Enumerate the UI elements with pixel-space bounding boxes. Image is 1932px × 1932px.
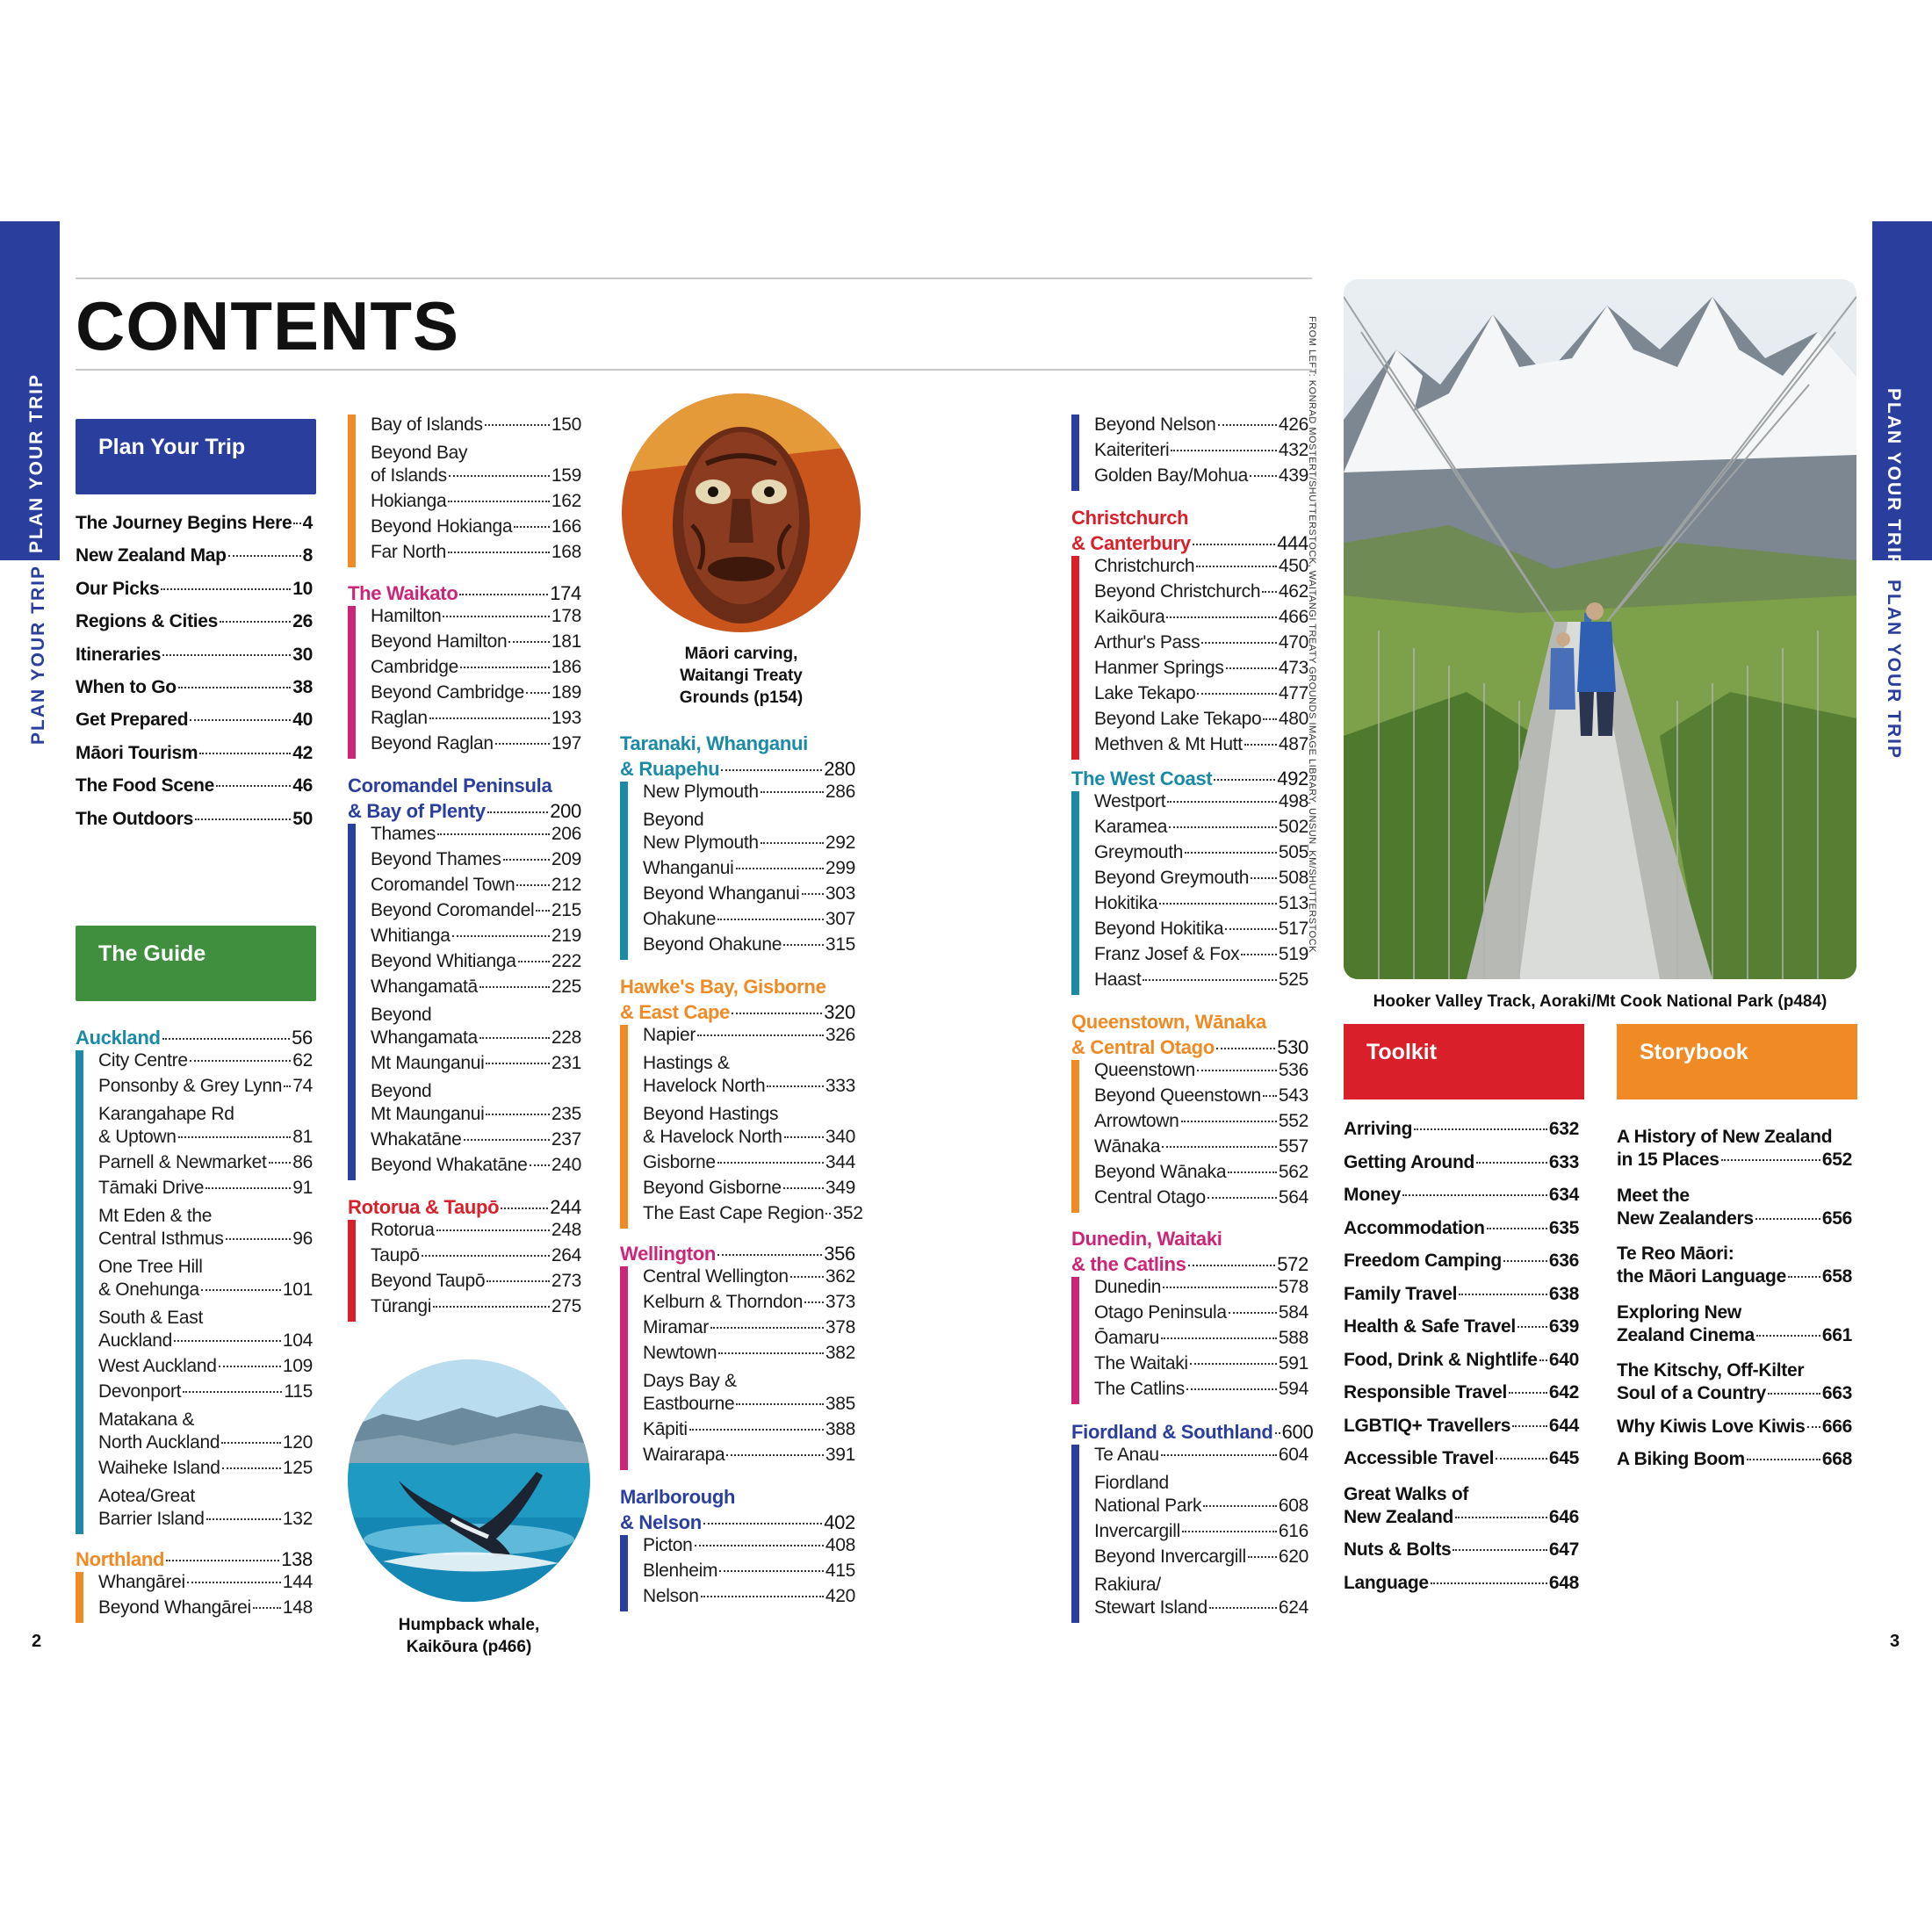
caption-line: Kaikōura (p466) <box>406 1638 532 1656</box>
toc-entry[interactable]: Wānaka 557 <box>1094 1136 1308 1157</box>
toc-entry[interactable]: Whangārei 144 <box>98 1572 313 1592</box>
region-color-bar <box>1071 1445 1079 1623</box>
region-heading-line: Marlborough <box>620 1486 736 1508</box>
region-heading[interactable]: Northland 138 <box>76 1548 313 1570</box>
toc-entry[interactable]: Beyond Thames 209 <box>371 849 581 869</box>
top-rule <box>76 278 1312 279</box>
toc-entry[interactable]: Beyond Nelson 426 <box>1094 415 1308 435</box>
toc-entry[interactable]: Karamea 502 <box>1094 817 1308 837</box>
region-marlborough <box>620 1484 855 1611</box>
toc-entry[interactable]: Beyond Whanganui 303 <box>643 883 855 904</box>
toc-entry[interactable]: Our Picks 10 <box>76 578 313 599</box>
toc-entry[interactable]: Picton 408 <box>643 1535 855 1555</box>
toc-entry[interactable]: Food, Drink & Nightlife 640 <box>1344 1349 1579 1370</box>
toc-entry[interactable]: Arthur's Pass 470 <box>1094 632 1308 652</box>
toc-entry-line: Beyond <box>371 1081 432 1101</box>
toc-entry[interactable]: Havelock North 333 <box>643 1076 855 1096</box>
region-heading[interactable]: & Bay of Plenty 200 <box>348 800 581 822</box>
region-color-bar <box>1071 415 1079 491</box>
toc-entry[interactable]: Kelburn & Thorndon 373 <box>643 1292 855 1312</box>
toc-entry-line: Beyond Hastings <box>643 1104 779 1124</box>
toc-entry[interactable]: Beyond Hokitika 517 <box>1094 919 1308 939</box>
toc-entry-line: Aotea/Great <box>98 1486 195 1506</box>
toc-entry[interactable]: Parnell & Newmarket 86 <box>98 1152 313 1172</box>
toc-entry[interactable]: Eastbourne 385 <box>643 1394 855 1414</box>
region-heading-line: Taranaki, Whanganui <box>620 732 808 754</box>
toc-entry[interactable]: Christchurch 450 <box>1094 556 1308 576</box>
toc-entry[interactable]: West Auckland 109 <box>98 1356 313 1376</box>
toc-entry[interactable]: Whanganui 299 <box>643 858 855 878</box>
toc-entry[interactable]: Get Prepared 40 <box>76 710 313 731</box>
toc-entry-line: Te Reo Māori: <box>1617 1244 1734 1264</box>
region-northland-continued <box>348 415 581 567</box>
toc-entry[interactable]: Blenheim 415 <box>643 1561 855 1581</box>
toc-entry[interactable]: Beyond Invercargill 620 <box>1094 1546 1308 1567</box>
plan-your-trip-heading: Plan Your Trip <box>76 419 316 494</box>
region-heading[interactable]: & East Cape 320 <box>620 1001 855 1023</box>
toc-entry-line: Fiordland <box>1094 1473 1169 1493</box>
toc-entry[interactable]: Whangamatā 225 <box>371 977 581 997</box>
region-heading[interactable]: & Canterbury 444 <box>1071 532 1308 554</box>
region-color-bar <box>620 782 628 960</box>
region-heading-line: Coromandel Peninsula <box>348 775 552 797</box>
toc-entry[interactable]: Getting Around 633 <box>1344 1151 1579 1172</box>
toc-entry[interactable]: Tāmaki Drive 91 <box>98 1178 313 1198</box>
toc-entry[interactable]: Beyond Lake Tekapo 480 <box>1094 709 1308 729</box>
toc-entry[interactable]: The Outdoors 50 <box>76 808 313 829</box>
toc-entry[interactable]: Nelson 420 <box>643 1586 855 1606</box>
toolkit-heading: Toolkit <box>1344 1024 1584 1099</box>
toc-entry[interactable]: Responsible Travel 642 <box>1344 1382 1579 1402</box>
toc-entry[interactable]: The Catlins 594 <box>1094 1379 1308 1399</box>
page-number-right: 3 <box>1890 1632 1900 1651</box>
title-rule <box>76 369 1312 371</box>
toc-entry[interactable]: The Food Scene 46 <box>76 775 313 797</box>
photo-caption: Hooker Valley Track, Aoraki/Mt Cook National Park (p484) <box>1373 992 1827 1011</box>
region-color-bar <box>348 606 356 759</box>
region-color-bar <box>76 1050 83 1534</box>
toc-entry[interactable]: Devonport 115 <box>98 1381 313 1402</box>
toc-entry[interactable]: Queenstown 536 <box>1094 1060 1308 1080</box>
toc-entry[interactable]: Nuts & Bolts 647 <box>1344 1539 1579 1560</box>
toc-entry-line: Days Bay & <box>643 1371 737 1391</box>
toc-entry[interactable]: National Park 608 <box>1094 1496 1308 1516</box>
page-title: CONTENTS <box>76 287 459 364</box>
maori-carving-photo <box>622 393 861 632</box>
toc-entry[interactable]: Beyond Whakatāne 240 <box>371 1155 581 1175</box>
toc-entry[interactable]: Māori Tourism 42 <box>76 742 313 763</box>
caption-line: Grounds (p154) <box>679 688 804 707</box>
toc-entry[interactable]: New Zealand 646 <box>1344 1506 1579 1527</box>
toc-entry[interactable]: Newtown 382 <box>643 1343 855 1363</box>
toc-entry[interactable]: Far North 168 <box>371 542 581 562</box>
region-color-bar <box>620 1025 628 1229</box>
toc-entry[interactable]: Bay of Islands 150 <box>371 415 581 435</box>
toc-entry[interactable]: Beyond Queenstown 543 <box>1094 1085 1308 1106</box>
toc-entry[interactable]: Freedom Camping 636 <box>1344 1251 1579 1271</box>
toc-entry[interactable]: Napier 326 <box>643 1025 855 1045</box>
toc-entry[interactable]: Beyond Christchurch 462 <box>1094 581 1308 602</box>
region-northland <box>76 1546 313 1623</box>
toc-entry[interactable]: Westport 498 <box>1094 791 1308 811</box>
toc-entry-line: Beyond Bay <box>371 443 468 463</box>
toc-entry-line: A History of New Zealand <box>1617 1127 1833 1147</box>
toc-entry-line: South & East <box>98 1308 203 1328</box>
toc-entry[interactable]: Cambridge 186 <box>371 657 581 677</box>
toc-entry[interactable]: City Centre 62 <box>98 1050 313 1071</box>
storybook-heading: Storybook <box>1617 1024 1857 1099</box>
toc-entry[interactable]: Kaiteriteri 432 <box>1094 440 1308 460</box>
toc-entry[interactable]: Tūrangi 275 <box>371 1296 581 1316</box>
toc-entry[interactable]: Central Otago 564 <box>1094 1187 1308 1208</box>
toc-entry[interactable]: Soul of a Country 663 <box>1617 1383 1852 1403</box>
toc-entry[interactable]: Methven & Mt Hutt 487 <box>1094 734 1308 754</box>
region-west-coast <box>1071 766 1308 995</box>
region-auckland <box>76 1025 313 1534</box>
toc-entry[interactable]: The East Cape Region 352 <box>643 1203 863 1223</box>
toc-entry[interactable]: Thames 206 <box>371 824 581 844</box>
toc-entry[interactable]: Family Travel 638 <box>1344 1283 1579 1304</box>
toc-entry-line: Exploring New <box>1617 1301 1741 1323</box>
toc-entry-line: Beyond <box>643 810 704 830</box>
toc-entry[interactable]: North Auckland 120 <box>98 1432 313 1453</box>
toc-entry[interactable]: Accommodation 635 <box>1344 1217 1579 1238</box>
toc-entry[interactable]: Arriving 632 <box>1344 1119 1579 1139</box>
region-heading[interactable]: & the Catlins 572 <box>1071 1253 1308 1275</box>
toc-entry[interactable]: Hamilton 178 <box>371 606 581 626</box>
region-color-bar <box>348 415 356 567</box>
toc-entry[interactable]: Barrier Island 132 <box>98 1509 313 1529</box>
side-label-right: PLAN YOUR TRIP <box>1884 580 1904 760</box>
toc-entry[interactable]: & Onehunga 101 <box>98 1280 313 1300</box>
toc-entry[interactable]: Hanmer Springs 473 <box>1094 658 1308 678</box>
toc-entry[interactable]: of Islands 159 <box>371 465 581 486</box>
photo-credit: FROM LEFT: KONRAD MOSTERT/SHUTTERSTOCK, WAITANGI TREATY GROUNDS IMAGE LIBRARY, UNSUN_KM/SHUTTERSTOCK <box>1307 316 1317 953</box>
region-heading[interactable]: & Central Otago 530 <box>1071 1036 1308 1058</box>
toc-entry[interactable]: Whangamata 228 <box>371 1027 581 1048</box>
toc-entry[interactable]: Itineraries 30 <box>76 644 313 665</box>
toc-entry[interactable]: & Havelock North 340 <box>643 1127 855 1147</box>
toc-entry[interactable]: Franz Josef & Fox 519 <box>1094 944 1308 964</box>
toc-entry[interactable]: Arrowtown 552 <box>1094 1111 1308 1131</box>
storybook-list <box>1617 1124 1852 1482</box>
region-heading[interactable]: Rotorua & Taupō 244 <box>348 1196 581 1218</box>
region-hawkes-bay <box>620 974 863 1229</box>
toc-entry[interactable]: Beyond Ohakune 315 <box>643 934 855 955</box>
toc-entry[interactable]: in 15 Places 652 <box>1617 1150 1852 1170</box>
toc-entry[interactable]: New Plymouth 286 <box>643 782 855 802</box>
toc-entry[interactable]: Te Anau 604 <box>1094 1445 1308 1465</box>
toc-entry[interactable]: Haast 525 <box>1094 970 1308 990</box>
toc-entry[interactable]: Beyond Hamilton 181 <box>371 631 581 652</box>
toc-entry[interactable]: Accessible Travel 645 <box>1344 1448 1579 1468</box>
caption-line: Waitangi Treaty <box>680 667 803 685</box>
toc-entry[interactable]: Gisborne 344 <box>643 1152 855 1172</box>
region-color-bar <box>348 1220 356 1322</box>
region-color-bar <box>76 1572 83 1623</box>
region-color-bar <box>620 1266 628 1470</box>
toc-entry[interactable]: Beyond Gisborne 349 <box>643 1178 855 1198</box>
toc-entry[interactable]: Ponsonby & Grey Lynn 74 <box>98 1076 313 1096</box>
toc-entry[interactable]: Kāpiti 388 <box>643 1419 855 1439</box>
region-heading[interactable]: Fiordland & Southland 600 <box>1071 1421 1314 1443</box>
region-heading[interactable]: & Ruapehu 280 <box>620 758 855 780</box>
toc-entry-line: Mt Eden & the <box>98 1206 213 1226</box>
region-color-bar <box>620 1535 628 1611</box>
toc-entry[interactable]: Beyond Whitianga 222 <box>371 951 581 971</box>
toc-entry[interactable]: Dunedin 578 <box>1094 1277 1308 1297</box>
region-color-bar <box>1071 791 1079 995</box>
toc-entry[interactable]: Language 648 <box>1344 1572 1579 1593</box>
toolkit-list <box>1344 1119 1579 1605</box>
toc-entry[interactable]: Wairarapa 391 <box>643 1445 855 1465</box>
region-rotorua <box>348 1194 581 1322</box>
region-fiordland <box>1071 1419 1314 1623</box>
region-color-bar <box>348 824 356 1180</box>
page-number-left: 2 <box>32 1632 42 1651</box>
toc-entry[interactable]: Beyond Wānaka 562 <box>1094 1162 1308 1182</box>
toc-entry-line: Great Walks of <box>1344 1483 1469 1504</box>
caption-line: Humpback whale, <box>398 1616 540 1634</box>
toc-entry[interactable]: New Plymouth 292 <box>643 833 855 853</box>
toc-entry[interactable]: & Uptown 81 <box>98 1127 313 1147</box>
toc-entry[interactable]: Central Wellington 362 <box>643 1266 855 1287</box>
toc-entry[interactable]: Ōamaru 588 <box>1094 1328 1308 1348</box>
toc-entry-line: Karangahape Rd <box>98 1104 234 1124</box>
toc-entry[interactable]: Raglan 193 <box>371 708 581 728</box>
toc-entry[interactable]: When to Go 38 <box>76 676 313 697</box>
region-heading[interactable]: The West Coast 492 <box>1071 768 1308 789</box>
region-heading[interactable]: The Waikato 174 <box>348 582 581 604</box>
region-heading-line: Queenstown, Wānaka <box>1071 1011 1266 1033</box>
toc-entry[interactable]: Beyond Taupō 273 <box>371 1271 581 1291</box>
region-heading-line: Hawke's Bay, Gisborne <box>620 976 826 998</box>
toc-entry[interactable]: Money 634 <box>1344 1185 1579 1205</box>
toc-entry[interactable]: Beyond Whangārei 148 <box>98 1597 313 1618</box>
toc-entry[interactable]: Greymouth 505 <box>1094 842 1308 862</box>
the-guide-heading: The Guide <box>76 926 316 1001</box>
toc-entry[interactable]: Waiheke Island 125 <box>98 1458 313 1478</box>
toc-entry[interactable]: Ohakune 307 <box>643 909 855 929</box>
region-heading-line: Christchurch <box>1071 507 1189 529</box>
toc-entry[interactable]: The Journey Begins Here 4 <box>76 513 313 533</box>
toc-entry[interactable]: Coromandel Town 212 <box>371 875 581 895</box>
toc-entry[interactable]: Why Kiwis Love Kiwis 666 <box>1617 1416 1852 1437</box>
toc-entry-line: Beyond <box>371 1005 432 1025</box>
toc-entry[interactable]: Lake Tekapo 477 <box>1094 683 1308 703</box>
whale-caption <box>348 1614 590 1658</box>
toc-entry[interactable]: Kaikōura 466 <box>1094 607 1308 627</box>
toc-entry[interactable]: Beyond Raglan 197 <box>371 733 581 753</box>
toc-entry[interactable]: Health & Safe Travel 639 <box>1344 1316 1579 1337</box>
toc-entry[interactable]: Stewart Island 624 <box>1094 1597 1308 1618</box>
region-christchurch <box>1071 505 1308 760</box>
region-heading[interactable]: Wellington 356 <box>620 1243 855 1265</box>
toc-entry[interactable]: Beyond Hokianga 166 <box>371 516 581 537</box>
region-dunedin <box>1071 1226 1308 1404</box>
toc-entry[interactable]: Hokitika 513 <box>1094 893 1308 913</box>
toc-entry[interactable]: Rotorua 248 <box>371 1220 581 1240</box>
region-taranaki <box>620 731 855 960</box>
toc-entry[interactable]: Beyond Greymouth 508 <box>1094 868 1308 888</box>
toc-entry[interactable]: Auckland 104 <box>98 1330 313 1351</box>
hooker-valley-photo <box>1344 279 1856 979</box>
toc-entry-line: Matakana & <box>98 1409 195 1430</box>
humpback-whale-photo <box>348 1359 590 1602</box>
toc-entry[interactable]: Zealand Cinema 661 <box>1617 1324 1852 1345</box>
caption-line: Māori carving, <box>684 645 798 663</box>
toc-entry-line: Rakiura/ <box>1094 1575 1161 1595</box>
toc-entry[interactable]: Otago Peninsula 584 <box>1094 1302 1308 1323</box>
region-waikato <box>348 580 581 759</box>
region-heading-line: Dunedin, Waitaki <box>1071 1228 1222 1250</box>
toc-entry[interactable]: Central Isthmus 96 <box>98 1229 313 1249</box>
toc-entry[interactable]: Regions & Cities 26 <box>76 611 313 632</box>
toc-entry[interactable]: Hokianga 162 <box>371 491 581 511</box>
toc-entry[interactable]: New Zealanders 656 <box>1617 1208 1852 1229</box>
side-tab-label-left: PLAN YOUR TRIP <box>26 373 47 553</box>
toc-entry[interactable]: the Māori Language 658 <box>1617 1266 1852 1287</box>
toc-entry[interactable]: Invercargill 616 <box>1094 1521 1308 1541</box>
toc-entry-line: The Kitschy, Off-Kilter <box>1617 1360 1805 1381</box>
toc-entry[interactable]: Taupō 264 <box>371 1245 581 1265</box>
region-color-bar <box>1071 556 1079 760</box>
toc-entry[interactable]: Whakatāne 237 <box>371 1129 581 1150</box>
toc-entry[interactable]: Mt Maunganui 235 <box>371 1104 581 1124</box>
carving-caption <box>622 643 861 709</box>
toc-entry-line: Hastings & <box>643 1053 730 1073</box>
region-heading[interactable]: Auckland 56 <box>76 1027 313 1049</box>
toc-entry[interactable]: A Biking Boom 668 <box>1617 1449 1852 1469</box>
toc-entry-line: One Tree Hill <box>98 1257 203 1277</box>
toc-entry[interactable]: Whitianga 219 <box>371 926 581 946</box>
toc-entry-line: Meet the <box>1617 1185 1690 1206</box>
toc-entry[interactable]: Mt Maunganui 231 <box>371 1053 581 1073</box>
toc-entry[interactable]: LGBTIQ+ Travellers 644 <box>1344 1415 1579 1436</box>
region-coromandel <box>348 773 581 1180</box>
region-color-bar <box>1071 1060 1079 1213</box>
toc-entry[interactable]: Miramar 378 <box>643 1317 855 1337</box>
toc-entry[interactable]: Beyond Cambridge 189 <box>371 682 581 703</box>
region-wellington <box>620 1241 855 1470</box>
plan-your-trip-list <box>76 513 313 841</box>
toc-entry[interactable]: The Waitaki 591 <box>1094 1353 1308 1373</box>
toc-entry[interactable]: Beyond Coromandel 215 <box>371 900 581 920</box>
region-heading[interactable]: & Nelson 402 <box>620 1511 855 1533</box>
region-color-bar <box>1071 1277 1079 1404</box>
toc-entry[interactable]: New Zealand Map 8 <box>76 545 313 566</box>
toc-entry[interactable]: Golden Bay/Mohua 439 <box>1094 465 1308 486</box>
region-marlborough-continued <box>1071 415 1308 491</box>
side-label-left: PLAN YOUR TRIP <box>28 565 48 745</box>
region-queenstown <box>1071 1009 1308 1213</box>
side-tab-label-right: PLAN YOUR TRIP <box>1884 388 1904 568</box>
